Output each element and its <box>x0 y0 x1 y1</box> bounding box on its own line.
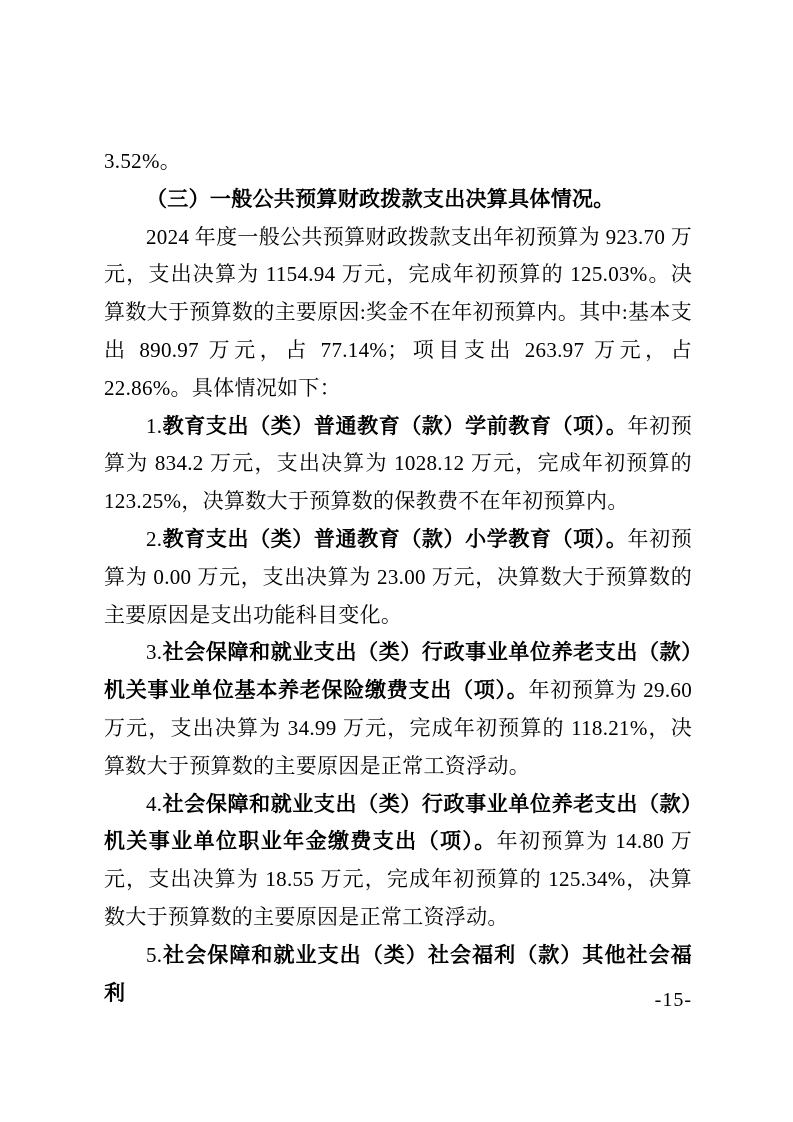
page-number: -15- <box>654 989 692 1011</box>
item-1 <box>104 408 692 521</box>
text-segment: 年初预算为 14.80 万元，支出决算为 18.55 万元，完成年初预算的 125.34%，决算数大于预算数的主要原因是正常工资浮动。 <box>104 829 692 929</box>
text-segment: 2. <box>146 526 163 551</box>
bold-text-segment: 社会保障和就业支出（类）行政事业单位养老支出（款）机关事业单位基本养老保险缴费支出（项）。 <box>104 640 692 703</box>
continuation-line <box>104 143 692 181</box>
bold-text-segment: 社会保障和就业支出（类）社会福利（款）其他社会福利 <box>104 942 692 1005</box>
section-heading <box>104 181 692 219</box>
text-segment: 年初预算为 834.2 万元，支出决算为 1028.12 万元，完成年初预算的 123.25%，决算数大于预算数的保教费不在年初预算内。 <box>104 413 692 514</box>
text-segment: 3.52%。 <box>104 149 182 173</box>
bold-text-segment: 教育支出（类）普通教育（款）学前教育（项）。 <box>162 413 628 438</box>
text-segment: 2024 年度一般公共预算财政拨款支出年初预算为 923.70 万元，支出决算为 1154.94 万元，完成年初预算的 125.03%。决算数大于预算数的主要原因:奖金不在年初预算内。其中:基本支出 890.97 万元，占 77.14%；项目支出 263.97 万元，占 22.86%。具体情况如下： <box>104 224 692 400</box>
item-2 <box>104 521 692 634</box>
item-4 <box>104 786 692 937</box>
text-segment: 5. <box>146 942 163 967</box>
text-segment: 年初预算为 0.00 万元，支出决算为 23.00 万元，决算数大于预算数的主要原因是支出功能科目变化。 <box>104 526 692 627</box>
text-segment: 3. <box>146 640 163 665</box>
text-segment: 4. <box>146 791 163 816</box>
text-segment: 年初预算为 29.60 万元，支出决算为 34.99 万元，完成年初预算的 118.21%，决算数大于预算数的主要原因是正常工资浮动。 <box>104 678 692 778</box>
item-3 <box>104 634 692 785</box>
bold-text-segment: 教育支出（类）普通教育（款）小学教育（项）。 <box>162 526 628 551</box>
bold-text-segment: （三）一般公共预算财政拨款支出决算具体情况。 <box>146 186 615 211</box>
text-segment: 1. <box>146 413 163 438</box>
document-body <box>104 143 692 1012</box>
bold-text-segment: 社会保障和就业支出（类）行政事业单位养老支出（款）机关事业单位职业年金缴费支出（项）。 <box>104 791 692 854</box>
intro-paragraph <box>104 219 692 408</box>
